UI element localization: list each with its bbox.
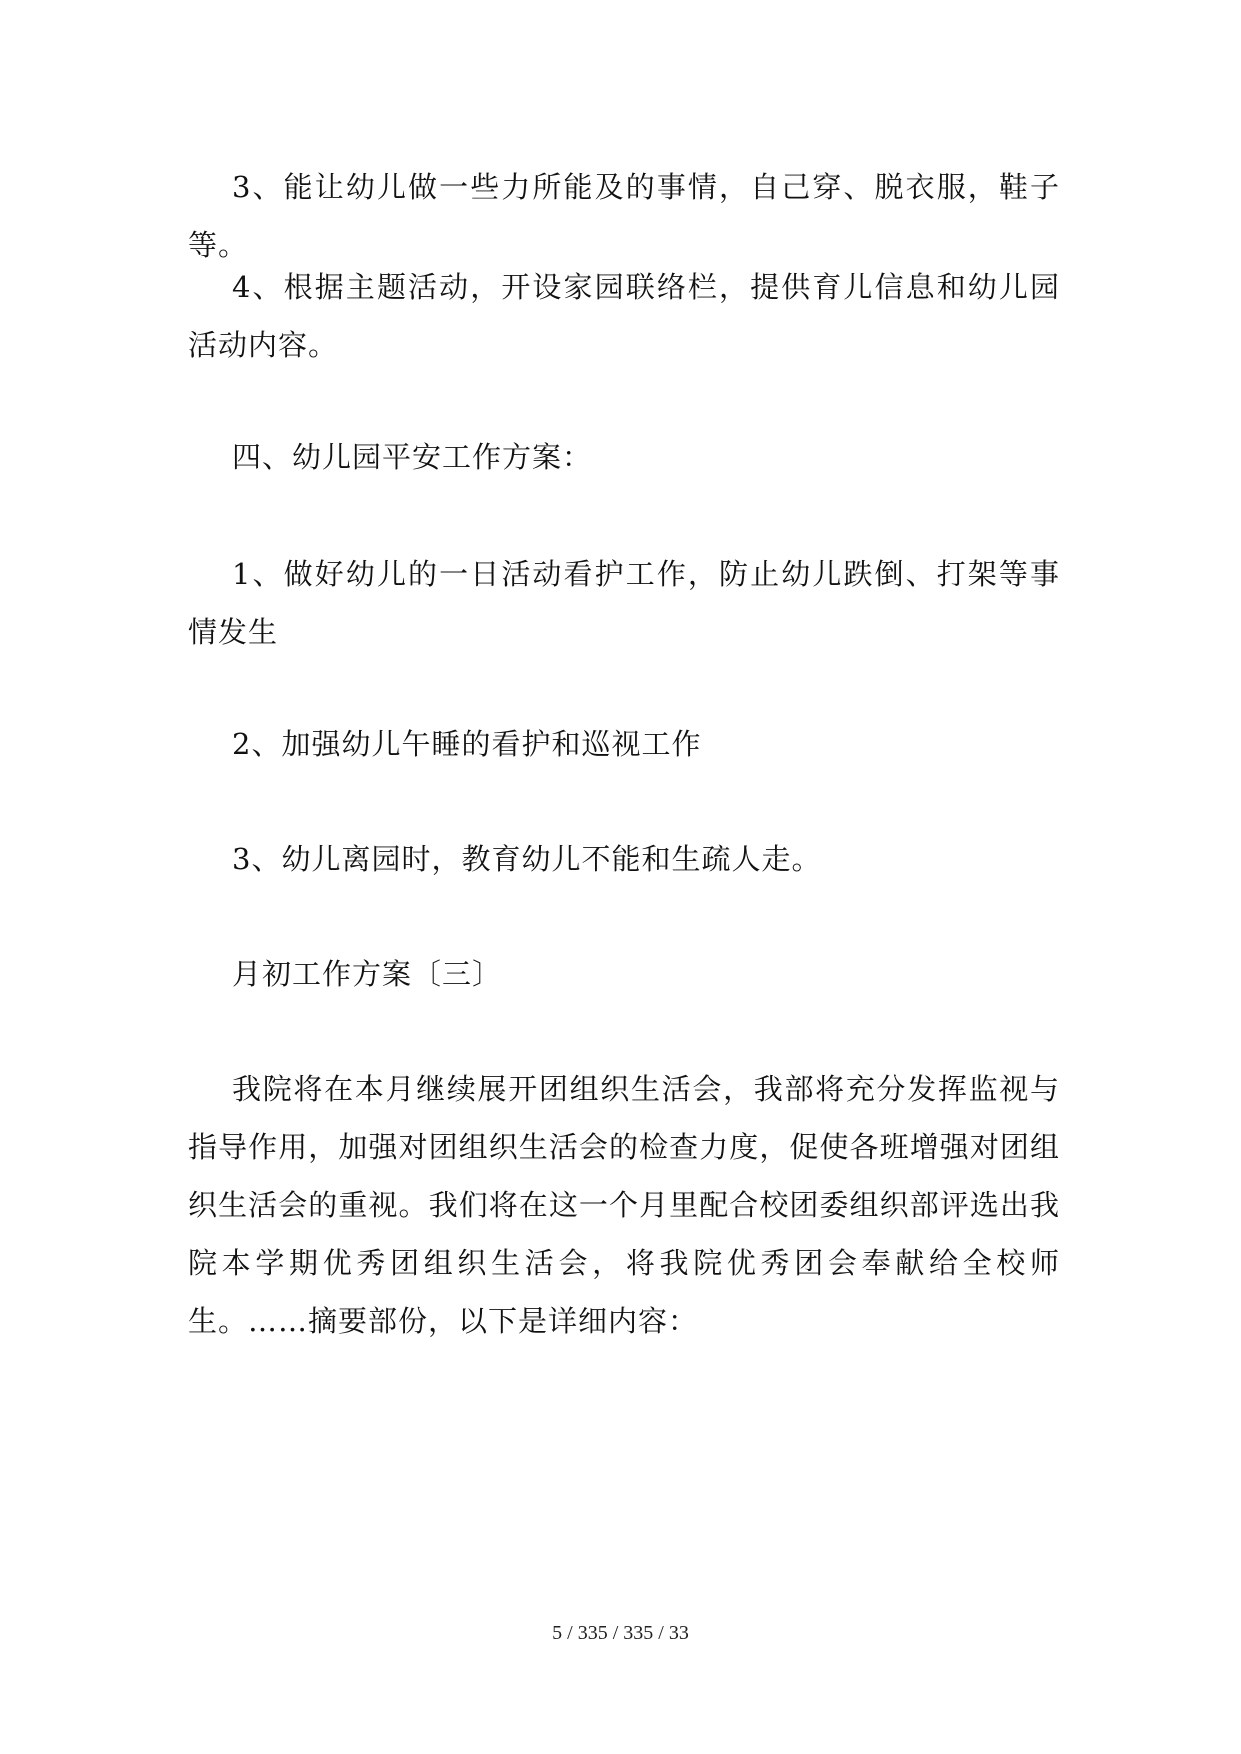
paragraph-item-3: 3、能让幼儿做一些力所能及的事情，自己穿、脱衣服，鞋子等。 <box>188 170 1060 262</box>
paragraph-plan-summary: 我院将在本月继续展开团组织生活会，我部将充分发挥监视与指导作用，加强对团组织生活会的检查力度，促使各班增强对团组织生活会的重视。我们将在这一个月里配合校团委组织部评选出我院本学期优秀团组织生活会，将我院优秀团会奉献给全校师生。……摘要部份，以下是详细内容： <box>188 1072 1060 1338</box>
paragraph-safety-2: 2、加强幼儿午睡的看护和巡视工作 <box>232 727 702 761</box>
paragraph-safety-3: 3、幼儿离园时，教育幼儿不能和生疏人走。 <box>232 842 822 876</box>
page-number-footer: 5 / 335 / 335 / 33 <box>552 1622 689 1644</box>
paragraph-safety-1: 1、做好幼儿的一日活动看护工作，防止幼儿跌倒、打架等事情发生 <box>188 557 1060 649</box>
section-heading-plan-three: 月初工作方案〔三〕 <box>232 957 503 991</box>
paragraph-item-4: 4、根据主题活动，开设家园联络栏，提供育儿信息和幼儿园活动内容。 <box>188 270 1060 362</box>
section-heading-safety: 四、幼儿园平安工作方案： <box>232 440 593 474</box>
